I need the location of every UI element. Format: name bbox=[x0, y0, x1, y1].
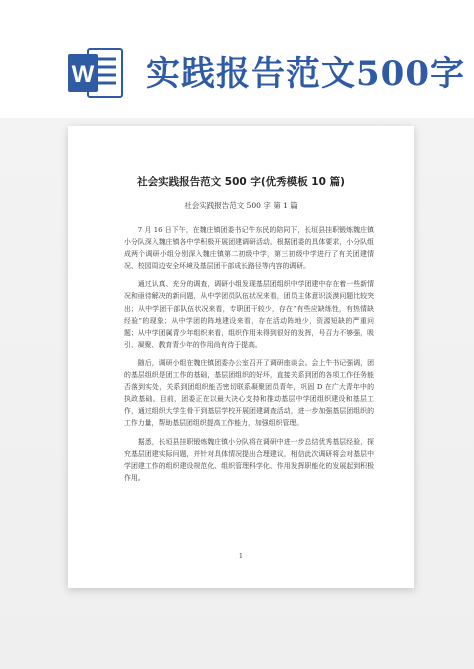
document-title: 社会实践报告范文 500 字(优秀模板 10 篇) bbox=[137, 176, 345, 188]
document-body bbox=[124, 224, 374, 490]
document-page bbox=[68, 126, 414, 588]
paragraph: 通过认真、充分的调查，调研小组发现基层团组织中学团建中存在着一些新情况和亟待解决的新问题，从中学团员队伍状况来看，团员主体意识淡漠问题比较突出；从中学团干部队伍状况来看，专职团干较少，存在“有些应缺练性，有热情缺经验”的现象；从中学团的阵地建设来看，存在活动阵地少，资源短缺的严重问题；从中学团属青少年组织来看，组织作用未得到很好的发挥，号召力不够强，吸引、凝聚、教育青少年的作用尚有待于提高。 bbox=[124, 280, 374, 349]
paragraph: 据悉，长垣县挂职锻炼魏庄镇小分队将在调研中进一步总结优秀基层经验，探究基层团建实际问题，并针对具体情况提出合理建议，相信此次调研将会对基层中学团建工作的组织建设规范化、组织管理科学化、作用发挥职能化的发展起到积极作用。 bbox=[124, 437, 374, 482]
banner-title: 实践报告范文500字 bbox=[146, 54, 465, 94]
paragraph: 随后，调研小组在魏庄镇团委办公室召开了调研座谈会。会上牛书记强调，团的基层组织是团工作的基础，基层团组织的好坏，直接关系到团的各项工作任务能否落到实处，关系到团组织能否密切联系凝聚团员青年，巩固 D 在广大青年中的执政基础。目前，团委正在以最大决心支持和推动基层中学团组织建设和基层工作，通过组织大学生骨干到基层学校开展团建调查活动，进一步加强基层团组织的工作力量，帮助基层团组织提高工作能力，加强组织管理。 bbox=[124, 358, 374, 428]
page-number: 1 bbox=[238, 552, 244, 560]
paragraph: 7 月 16 日下午，在魏庄镇团委书记牛东民的陪同下，长垣县挂职锻炼魏庄镇小分队深入魏庄镇各中学积极开展团建调研活动。根据团委的具体要求，小分队组成两个调研小组分别深入魏庄镇第二初级中学，第三初级中学进行了有关团建情况、校园周边安全环境及基层团干部成长路径等内容的调研。 bbox=[124, 226, 374, 271]
document-subtitle: 社会实践报告范文 500 字 第 1 篇 bbox=[184, 201, 298, 210]
word-logo-letter: W bbox=[71, 61, 95, 88]
word-icon bbox=[66, 44, 126, 102]
header-banner bbox=[0, 0, 474, 118]
